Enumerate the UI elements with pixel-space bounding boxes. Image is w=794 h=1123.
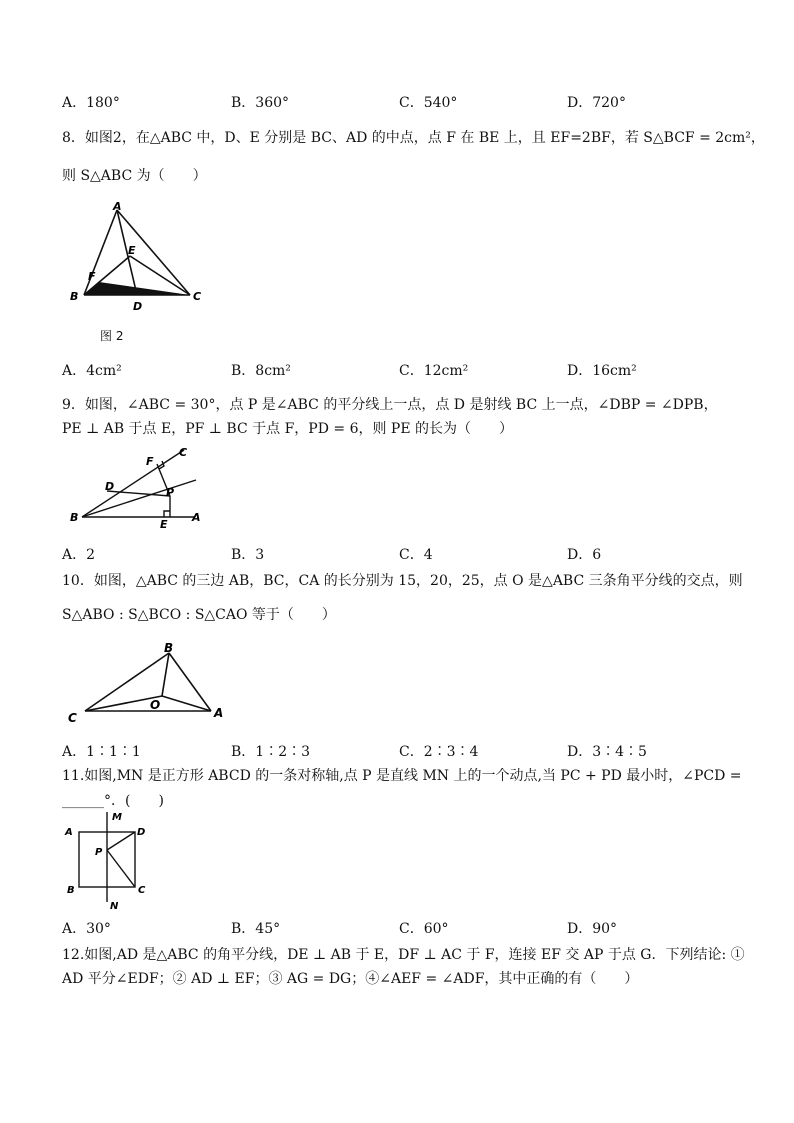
q9-stem-line1: 9．如图，∠ABC = 30°，点 P 是∠ABC 的平分线上一点，点 D 是射线 BC 上一点，∠DBP = ∠DPB， — [62, 397, 718, 413]
q8-label-e: E — [128, 244, 136, 257]
q11-option-c[interactable]: C．60° — [399, 921, 449, 937]
q10-figure — [62, 636, 242, 732]
q8-figure — [62, 198, 222, 322]
q9-figure — [62, 440, 222, 536]
q11-figure — [62, 810, 172, 914]
q10-label-o: O — [150, 698, 161, 712]
q11-option-b[interactable]: B．45° — [231, 921, 281, 937]
q8-option-b[interactable]: B．8cm² — [231, 363, 291, 379]
q10-option-b[interactable]: B．1∶2∶3 — [231, 744, 311, 760]
q11-label-n: N — [110, 901, 119, 910]
q9-option-b[interactable]: B．3 — [231, 547, 265, 563]
q8-label-f: F — [88, 270, 96, 283]
q9-label-d: D — [105, 480, 115, 493]
q8-options — [62, 360, 742, 380]
q8-option-d[interactable]: D．16cm² — [567, 363, 637, 379]
q7-option-b[interactable]: B．360° — [231, 95, 290, 111]
q9-label-b: B — [70, 511, 79, 524]
q10-label-c: C — [68, 711, 77, 725]
q10-stem-line2: S△ABO : S△BCO : S△CAO 等于（ ） — [62, 607, 336, 623]
q8-label-c: C — [193, 290, 202, 303]
q11-stem-line1: 11.如图,MN 是正方形 ABCD 的一条对称轴,点 P 是直线 MN 上的一个动点,当 PC + PD 最小时，∠PCD = — [62, 768, 742, 784]
q8-stem-line1: 8．如图2，在△ABC 中，D、E 分别是 BC、AD 的中点，点 F 在 BE 上，且 EF=2BF，若 S△BCF = 2cm²， — [62, 130, 765, 146]
q9-option-a[interactable]: A．2 — [62, 547, 96, 563]
q10-option-d[interactable]: D．3∶4∶5 — [567, 744, 647, 760]
q8-figure-caption: 图 2 — [100, 329, 124, 343]
q10-stem-line1: 10．如图，△ABC 的三边 AB，BC，CA 的长分别为 15，20，25，点 O 是△ABC 三条角平分线的交点，则 — [62, 573, 743, 589]
q11-label-d: D — [137, 827, 146, 838]
q9-label-p: P — [166, 486, 175, 499]
q10-option-c[interactable]: C．2∶3∶4 — [399, 744, 479, 760]
q8-label-b: B — [70, 290, 79, 303]
q10-label-b: B — [164, 641, 174, 655]
q11-option-d[interactable]: D．90° — [567, 921, 618, 937]
q11-label-b: B — [67, 885, 75, 896]
q11-stem-line2: ______°．( ) — [62, 793, 164, 809]
q11-options — [62, 918, 742, 938]
q12-stem-line1: 12.如图,AD 是△ABC 的角平分线，DE ⊥ AB 于 E，DF ⊥ AC 于 F，连接 EF 交 AP 于点 G．下列结论: ① — [62, 947, 745, 963]
q9-label-c: C — [179, 446, 188, 459]
q8-option-c[interactable]: C．12cm² — [399, 363, 469, 379]
q8-stem-line2: 则 S△ABC 为（ ） — [62, 168, 207, 184]
q7-option-c[interactable]: C．540° — [399, 95, 458, 111]
q8-label-a: A — [113, 200, 122, 213]
q11-label-p: P — [95, 847, 103, 858]
q9-options — [62, 544, 742, 564]
q8-label-d: D — [133, 300, 143, 313]
q11-option-a[interactable]: A．30° — [62, 921, 111, 937]
q11-label-m: M — [112, 812, 122, 823]
q7-option-d[interactable]: D．720° — [567, 95, 626, 111]
q12-stem-line2: AD 平分∠EDF；② AD ⊥ EF；③ AG = DG；④∠AEF = ∠ADF，其中正确的有（ ） — [62, 971, 639, 987]
q11-label-a: A — [65, 827, 73, 838]
q10-options — [62, 741, 742, 761]
q11-label-c: C — [138, 885, 146, 896]
q9-stem-line2: PE ⊥ AB 于点 E，PF ⊥ BC 于点 F，PD = 6，则 PE 的长为（ ） — [62, 421, 514, 437]
q7-option-a[interactable]: A．180° — [62, 95, 120, 111]
q10-label-a: A — [214, 706, 224, 720]
q7-options — [62, 92, 742, 112]
q9-label-f: F — [146, 455, 154, 468]
q9-label-a: A — [192, 511, 201, 524]
q10-option-a[interactable]: A．1∶1∶1 — [62, 744, 141, 760]
q9-option-c[interactable]: C．4 — [399, 547, 433, 563]
q8-option-a[interactable]: A．4cm² — [62, 363, 122, 379]
q9-label-e: E — [160, 518, 168, 531]
q9-option-d[interactable]: D．6 — [567, 547, 602, 563]
